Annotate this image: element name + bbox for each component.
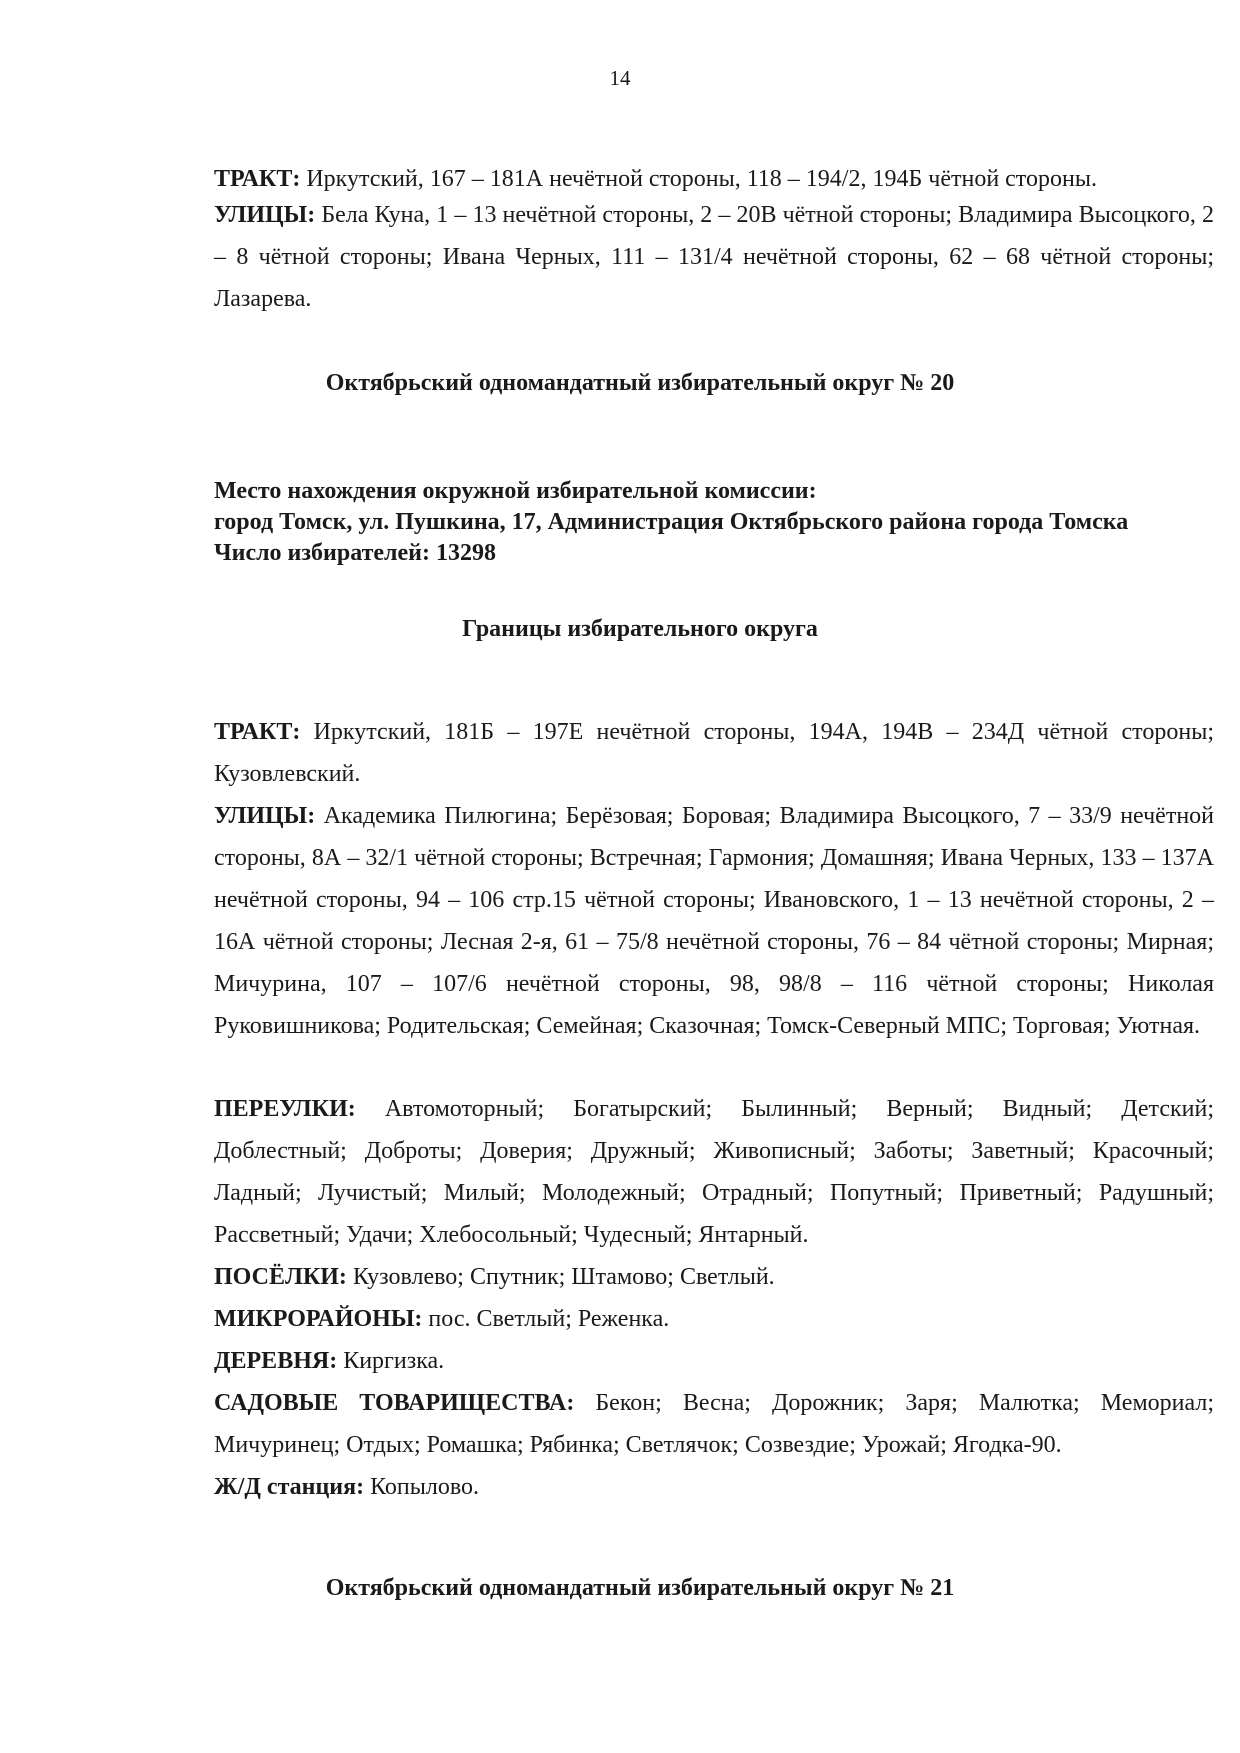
sadovye-label: САДОВЫЕ ТОВАРИЩЕСТВА: — [214, 1390, 575, 1416]
trakt-label: ТРАКТ: — [214, 166, 301, 192]
ulitsy-label: УЛИЦЫ: — [214, 202, 316, 228]
sadovye-paragraph — [214, 1382, 1214, 1466]
trakt-text: Иркутский, 167 – 181А нечётной стороны, 118 – 194/2, 194Б чётной стороны. — [300, 166, 1097, 192]
voters-count: Число избирателей: 13298 — [214, 540, 496, 566]
poselki-text: Кузовлево; Спутник; Штамово; Светлый. — [346, 1264, 775, 1290]
sadovye-text: Бекон; Весна; Дорожник; Заря; Малютка; Мемориал; Мичуринец; Отдых; Ромашка; Рябинка; Светлячок; Созвездие; Урожай; Ягодка-90. — [214, 1390, 1214, 1458]
station-paragraph — [214, 1466, 1214, 1508]
derevnya-paragraph — [214, 1340, 1214, 1382]
ulitsy-text: Бела Куна, 1 – 13 нечётной стороны, 2 – 20В чётной стороны; Владимира Высоцкого, 2 – 8 чётной стороны; Ивана Черных, 111 – 131/4 нечётной стороны, 62 – 68 чётной стороны; Лазарева. — [214, 202, 1214, 312]
trakt-label: ТРАКТ: — [214, 719, 301, 745]
mikroraiony-text: пос. Светлый; Реженка. — [422, 1306, 670, 1332]
station-text: Копылово. — [364, 1474, 480, 1500]
commission-address: город Томск, ул. Пушкина, 17, Администрация Октябрьского района города Томска — [214, 509, 1129, 535]
mikroraiony-paragraph — [214, 1298, 1214, 1340]
page-number: 14 — [609, 66, 631, 90]
pereulki-paragraph — [214, 1088, 1214, 1256]
trakt-paragraph — [214, 711, 1214, 795]
commission-info — [214, 476, 1224, 569]
station-label: Ж/Д станция: — [214, 1474, 365, 1500]
pereulki-text: Автомоторный; Богатырский; Былинный; Верный; Видный; Детский; Доблестный; Доброты; Доверия; Дружный; Живописный; Заботы; Заветный; Красочный; Ладный; Лучистый; Милый; Молодежный; Отрадный; Попутный; Приветный; Радушный; Рассветный; Удачи; Хлебосольный; Чудесный; Янтарный. — [214, 1096, 1214, 1248]
pereulki-label: ПЕРЕУЛКИ: — [214, 1096, 356, 1122]
poselki-paragraph — [214, 1256, 1214, 1298]
commission-label: Место нахождения окружной избирательной комиссии: — [214, 478, 817, 504]
district-21-title: Октябрьский одномандатный избирательный округ № 21 — [325, 1575, 955, 1601]
ulitsy-text: Академика Пилюгина; Берёзовая; Боровая; Владимира Высоцкого, 7 – 33/9 нечётной стороны, 8А – 32/1 чётной стороны; Встречная; Гармония; Домашняя; Ивана Черных, 133 – 137А нечётной стороны, 94 – 106 стр.15 чётной стороны; Ивановского, 1 – 13 нечётной стороны, 2 – 16А чётной стороны; Лесная 2-я, 61 – 75/8 нечётной стороны, 76 – 84 чётной стороны; Мирная; Мичурина, 107 – 107/6 нечётной стороны, 98, 98/8 – 116 чётной стороны; Николая Руковишникова; Родительская; Семейная; Сказочная; Томск-Северный МПС; Торговая; Уютная. — [214, 803, 1214, 1039]
boundaries-title: Границы избирательного округа — [462, 616, 818, 642]
poselki-label: ПОСЁЛКИ: — [214, 1264, 347, 1290]
district-20-title: Октябрьский одномандатный избирательный округ № 20 — [325, 370, 955, 396]
top-ulitsy-paragraph — [214, 194, 1214, 320]
derevnya-label: ДЕРЕВНЯ: — [214, 1348, 338, 1374]
ulitsy-paragraph — [214, 795, 1214, 1047]
mikroraiony-label: МИКРОРАЙОНЫ: — [214, 1306, 423, 1332]
derevnya-text: Киргизка. — [337, 1348, 445, 1374]
ulitsy-label: УЛИЦЫ: — [214, 803, 316, 829]
trakt-text: Иркутский, 181Б – 197Е нечётной стороны, 194А, 194В – 234Д чётной стороны; Кузовлевский. — [214, 719, 1214, 787]
